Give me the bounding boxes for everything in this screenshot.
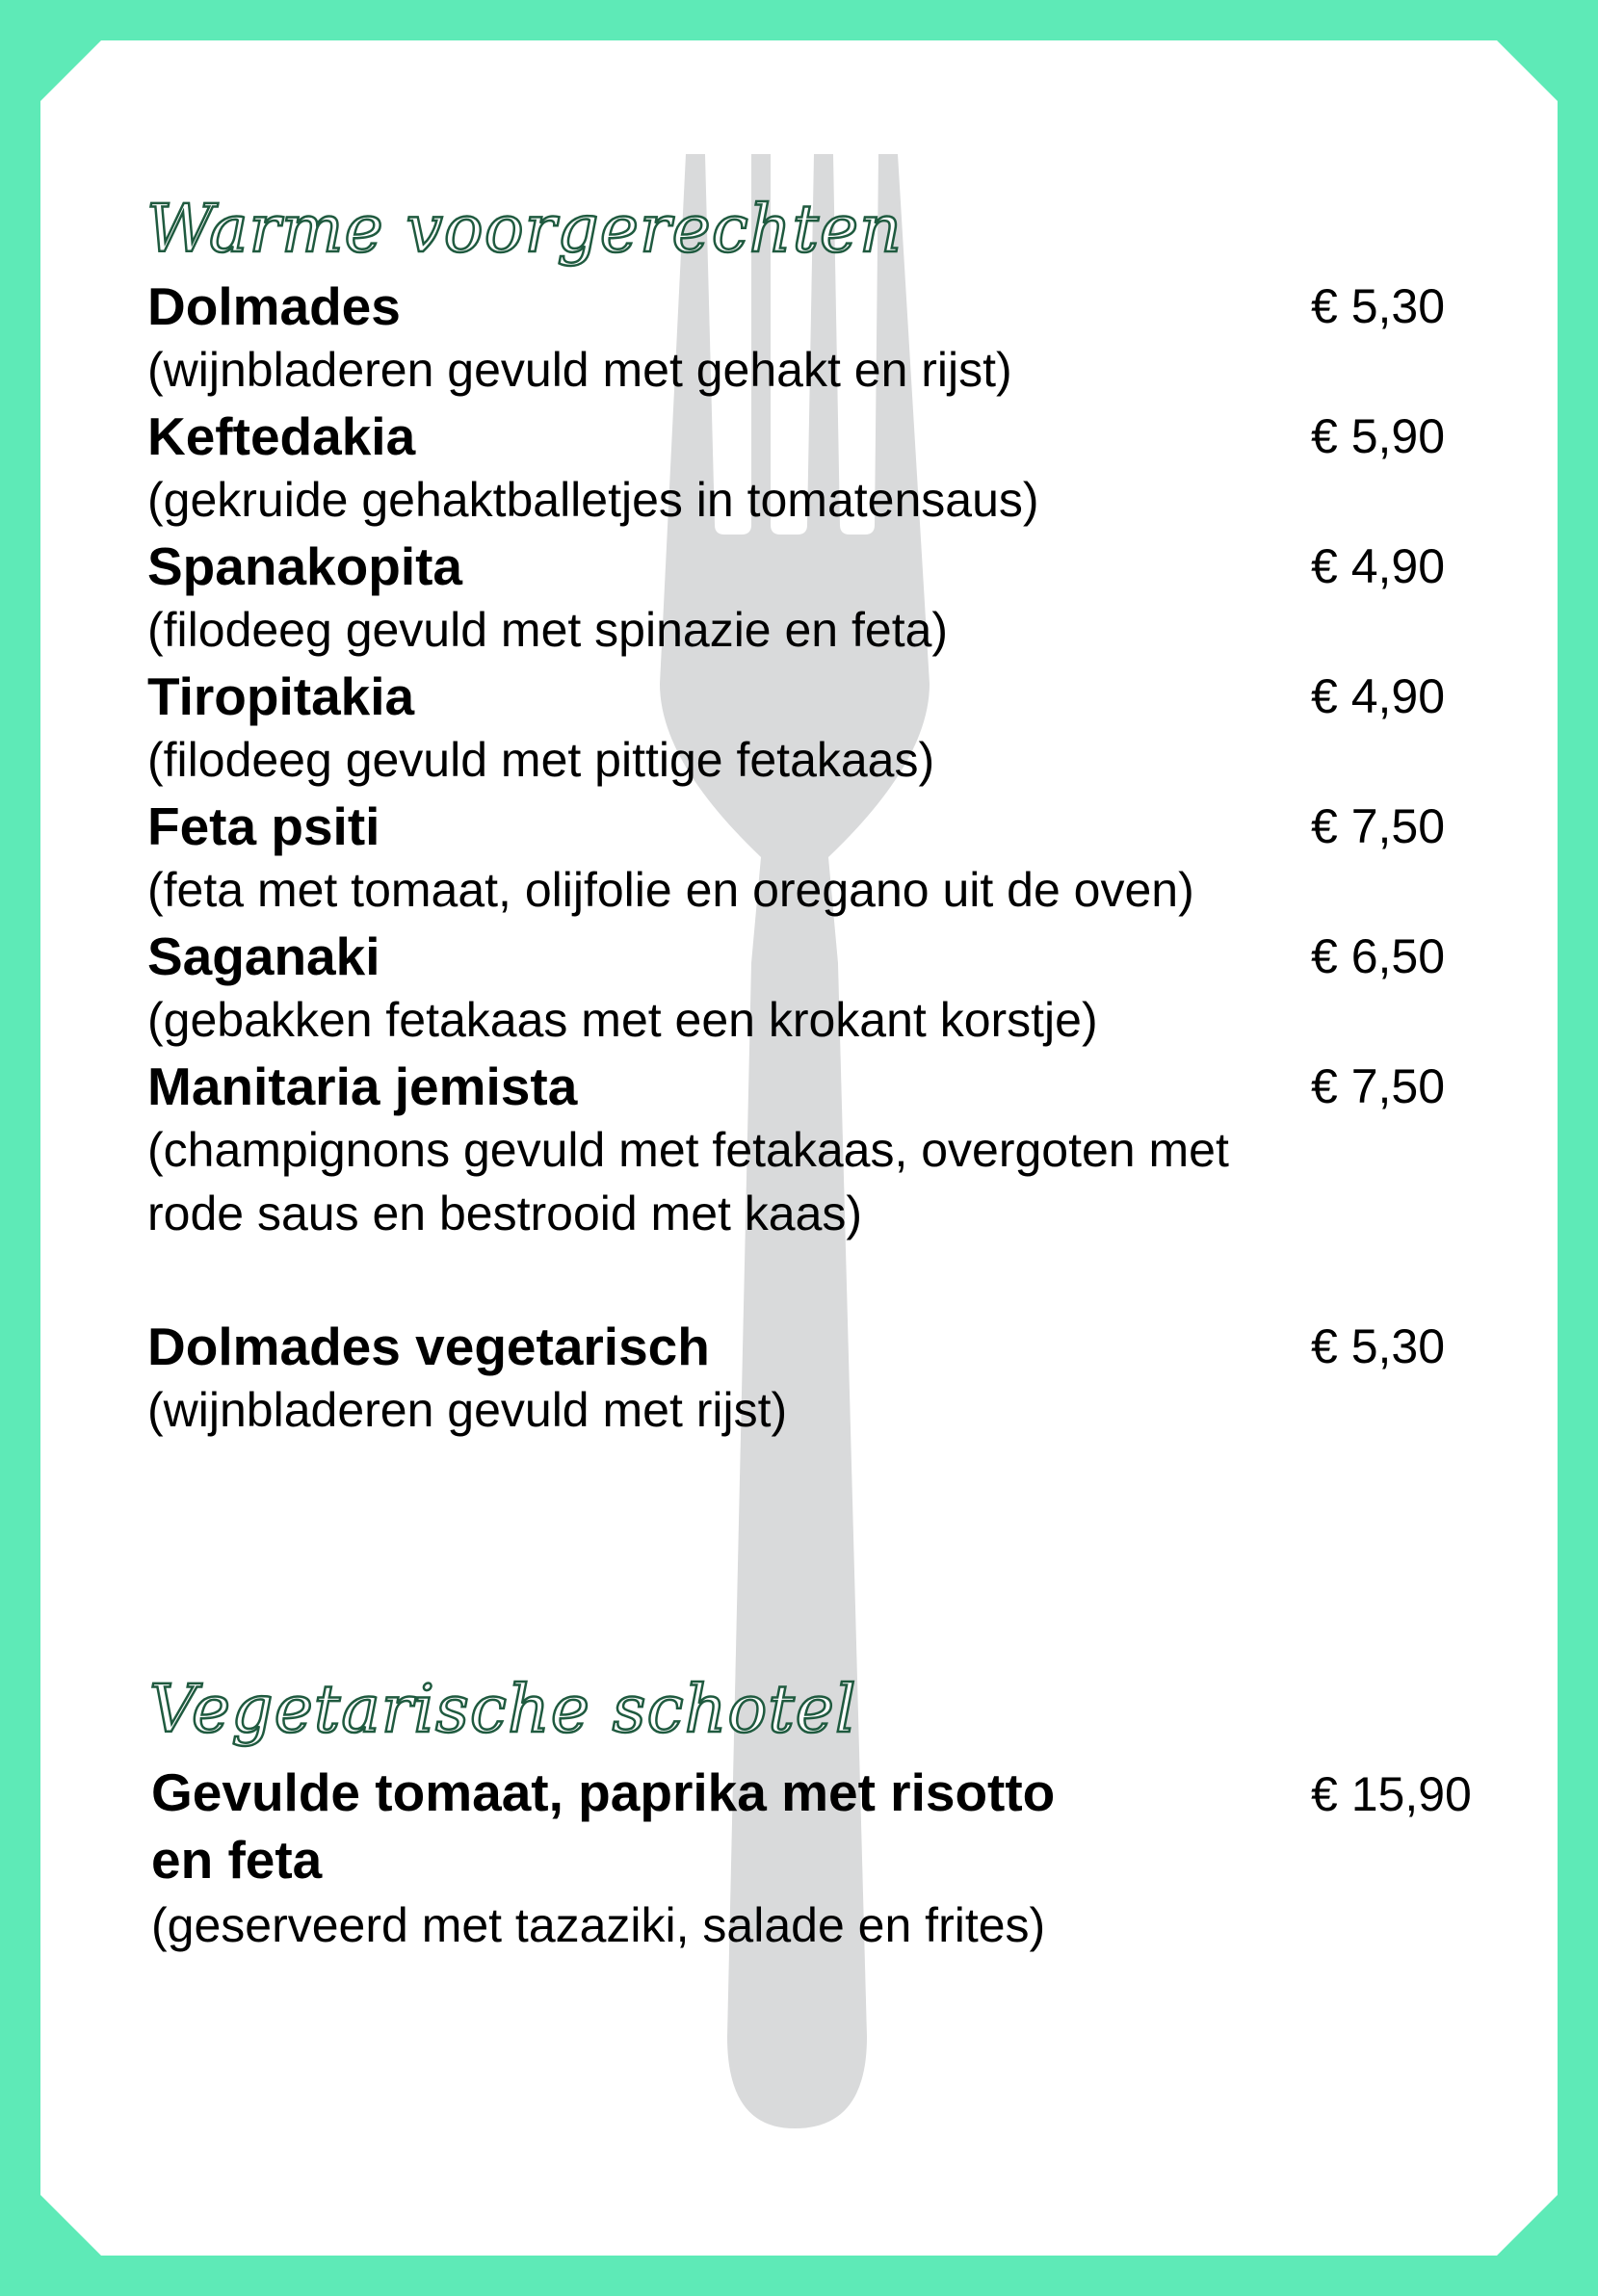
item-price: € 4,90 xyxy=(1311,669,1446,723)
menu-item-spanakopita xyxy=(147,535,1448,662)
item-price: € 7,50 xyxy=(1311,799,1446,853)
menu-item-dolmades-vegetarisch xyxy=(147,1315,1448,1442)
item-name: Dolmades xyxy=(147,276,401,336)
item-name: Saganaki xyxy=(147,926,380,986)
item-price: € 5,90 xyxy=(1311,409,1446,463)
menu-item-dolmades xyxy=(147,274,1448,402)
item-description: (feta met tomaat, olijfolie en oregano uit de oven) xyxy=(147,863,1194,917)
menu-item-tiropitakia xyxy=(147,665,1448,792)
menu-item-vegetarian-dish xyxy=(151,1759,1472,1957)
item-description: (filodeeg gevuld met pittige fetakaas) xyxy=(147,733,935,787)
item-price: € 4,90 xyxy=(1311,539,1446,593)
menu-item-keftedakia xyxy=(147,404,1448,532)
item-price: € 7,50 xyxy=(1311,1059,1446,1113)
item-description: (filodeeg gevuld met spinazie en feta) xyxy=(147,603,949,657)
item-name: Tiropitakia xyxy=(147,666,415,726)
item-description: (wijnbladeren gevuld met gehakt en rijst) xyxy=(147,343,1012,397)
item-name: Dolmades vegetarisch xyxy=(147,1317,710,1376)
item-description-line-2: rode saus en bestrooid met kaas) xyxy=(147,1187,863,1240)
item-description: (gebakken fetakaas met een krokant korstje) xyxy=(147,993,1098,1047)
item-description: (geserveerd met tazaziki, salade en frites) xyxy=(151,1898,1046,1952)
item-description: (champignons gevuld met fetakaas, overgoten met xyxy=(147,1123,1229,1177)
item-description: (gekruide gehaktballetjes in tomatensaus) xyxy=(147,473,1039,527)
menu-item-feta-psiti xyxy=(147,795,1448,922)
item-name: Feta psiti xyxy=(147,796,380,856)
section-title-warm: Warme voorgerechten xyxy=(146,192,903,268)
item-description: (wijnbladeren gevuld met rijst) xyxy=(147,1383,788,1437)
menu-item-manitaria-jemista xyxy=(147,1055,1448,1245)
item-price: € 6,50 xyxy=(1311,929,1446,983)
item-name: Keftedakia xyxy=(147,406,416,466)
item-price: € 5,30 xyxy=(1311,279,1446,333)
item-price: € 5,30 xyxy=(1311,1319,1446,1373)
menu-item-saganaki xyxy=(147,925,1448,1052)
section-title-vegetarian: Vegetarische schotel xyxy=(149,1672,857,1748)
item-name: Gevulde tomaat, paprika met risotto en feta xyxy=(151,1762,1056,1890)
item-name: Spanakopita xyxy=(147,536,463,596)
item-name: Manitaria jemista xyxy=(147,1057,578,1116)
item-price: € 15,90 xyxy=(1311,1767,1472,1821)
